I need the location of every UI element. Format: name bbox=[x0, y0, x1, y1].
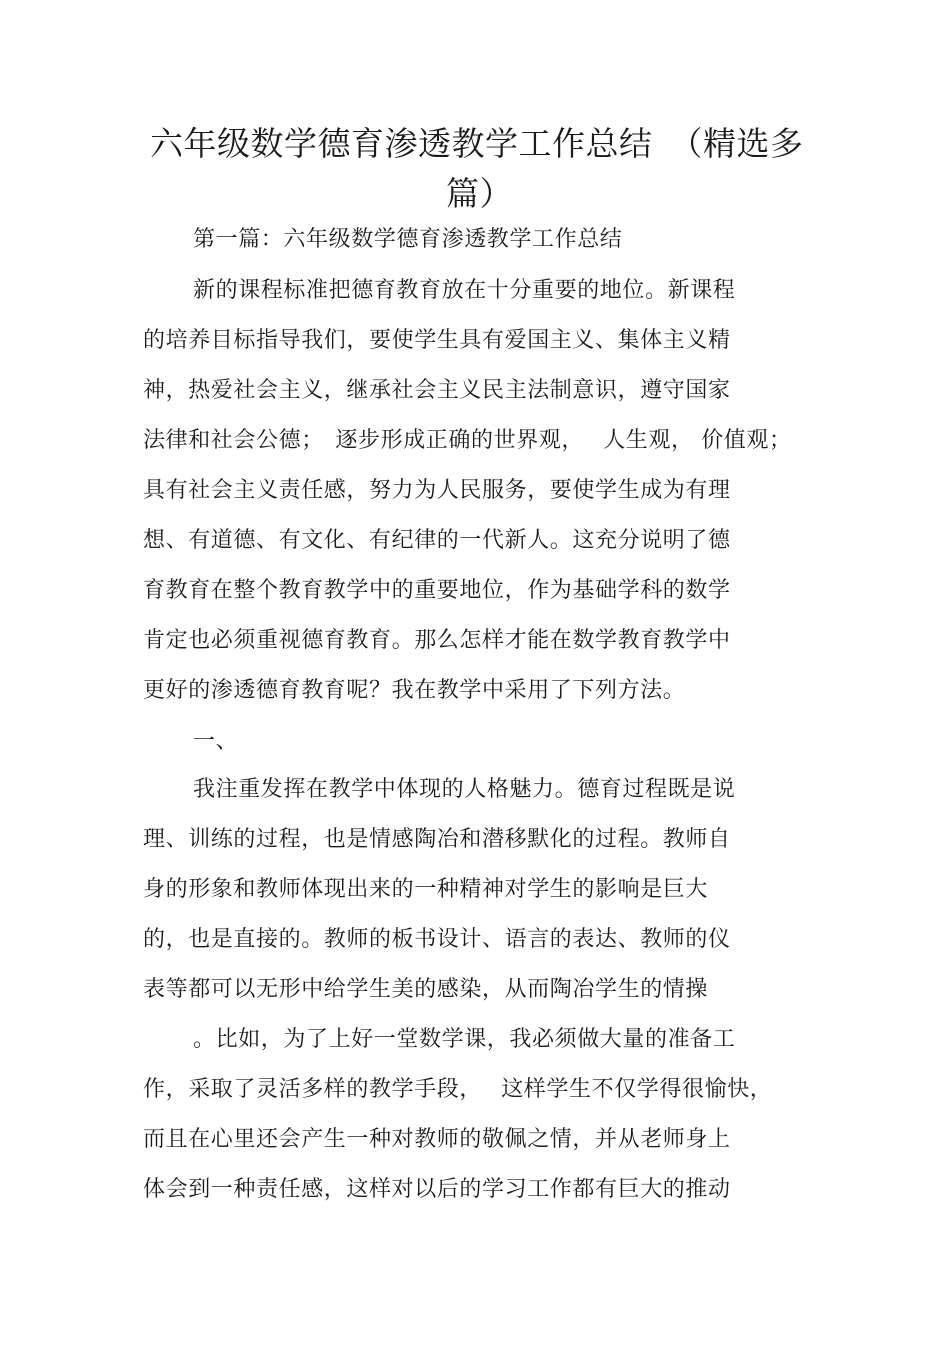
paragraph-line: 作，采取了灵活多样的教学手段， 这样学生不仅学得很愉快， bbox=[143, 1077, 773, 1102]
paragraph-line: 育教育在整个教育教学中的重要地位，作为基础学科的数学 bbox=[143, 578, 731, 603]
numbered-heading: 一、 bbox=[193, 729, 239, 754]
paragraph-line: 我注重发挥在教学中体现的人格魅力。德育过程既是说 bbox=[193, 777, 736, 802]
document-title-line-2: 篇） bbox=[446, 174, 513, 213]
paragraph-line: 的培养目标指导我们，要使学生具有爱国主义、集体主义精 bbox=[143, 328, 731, 353]
section-heading: 第一篇：六年级数学德育渗透教学工作总结 bbox=[193, 227, 623, 252]
paragraph-line: 表等都可以无形中给学生美的感染，从而陶冶学生的情操 bbox=[143, 977, 709, 1002]
paragraph-line: 新的课程标准把德育教育放在十分重要的地位。新课程 bbox=[193, 278, 736, 303]
paragraph-line: 而且在心里还会产生一种对教师的敬佩之情，并从老师身上 bbox=[143, 1127, 731, 1152]
paragraph-line: 想、有道德、有文化、有纪律的一代新人。这充分说明了德 bbox=[143, 528, 731, 553]
paragraph-line: 的，也是直接的。教师的板书设计、语言的表达、教师的仪 bbox=[143, 927, 731, 952]
document-title-line-1: 六年级数学德育渗透教学工作总结 （精选多 bbox=[150, 124, 804, 163]
paragraph-line: 更好的渗透德育教育呢？我在教学中采用了下列方法。 bbox=[143, 678, 686, 703]
paragraph-line: 肯定也必须重视德育教育。那么怎样才能在数学教育教学中 bbox=[143, 628, 731, 653]
paragraph-line: 体会到一种责任感，这样对以后的学习工作都有巨大的推动 bbox=[143, 1177, 731, 1202]
paragraph-line: 具有社会主义责任感，努力为人民服务，要使学生成为有理 bbox=[143, 478, 731, 503]
paragraph-line: 。比如，为了上好一堂数学课，我必须做大量的准备工 bbox=[193, 1027, 736, 1052]
paragraph-line: 神，热爱社会主义，继承社会主义民主法制意识，遵守国家 bbox=[143, 378, 731, 403]
paragraph-line: 身的形象和教师体现出来的一种精神对学生的影响是巨大 bbox=[143, 877, 709, 902]
paragraph-line: 理、训练的过程，也是情感陶冶和潜移默化的过程。教师自 bbox=[143, 827, 731, 852]
paragraph-line: 法律和社会公德； 逐步形成正确的世界观， 人生观， 价值观； bbox=[143, 428, 792, 453]
